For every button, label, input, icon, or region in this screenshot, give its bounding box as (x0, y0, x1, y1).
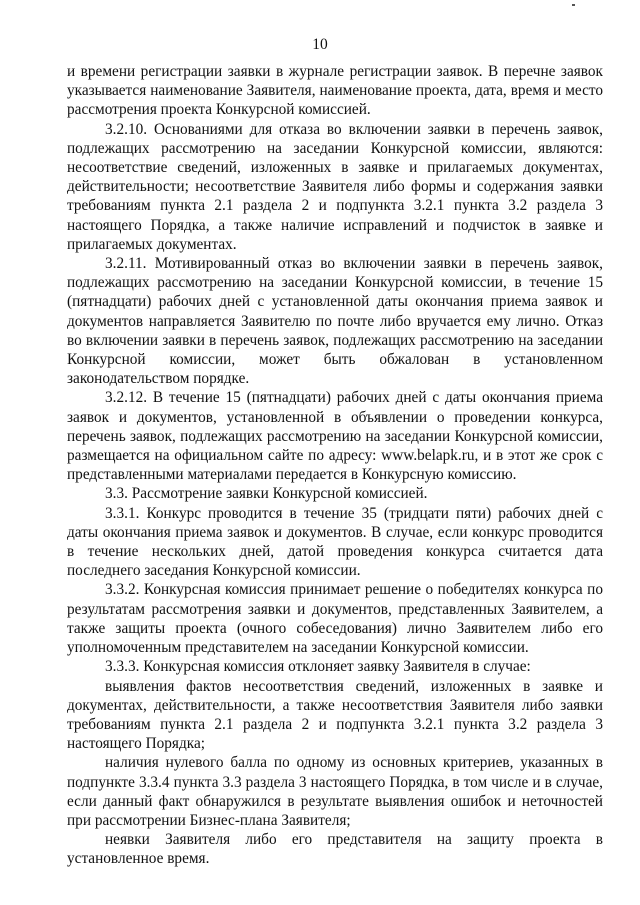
section-heading-3-3: 3.3. Рассмотрение заявки Конкурсной комиссией. (105, 485, 428, 503)
paragraph-3-2-11: 3.2.11. Мотивированный отказ во включении заявки в перечень заявок, подлежащих рассмотрению на заседании Конкурсной комиссии, в течение 15 (пятнадцати) рабочих дней с установленной даты окончания приема заявок и документов направляется Заявителю по почте либо вручается ему лично. Отказ во включении заявки в перечень заявок, подлежащих рассмотрению на заседании Конкурсной комиссии, может быть обжалован в установленном законодательством порядке. (67, 255, 603, 388)
paragraph-registration-continuation: и времени регистрации заявки в журнале регистрации заявок. В перечне заявок указывается наименование Заявителя, наименование проекта, дата, время и место рассмотрения проекта Конкурсной комиссией. (67, 63, 603, 119)
document-body (67, 62, 603, 869)
list-item-rejection-reason-2: наличия нулевого балла по одному из основных критериев, указанных в подпункте 3.3.4 пункта 3.3 раздела 3 настоящего Порядка, в том числе и в случае, если данный факт обнаружился в результате выявления ошибок и неточностей при рассмотрении Бизнес-плана Заявителя; (67, 754, 603, 829)
scan-mark (572, 4, 575, 6)
paragraph-3-3-3: 3.3.3. Конкурсная комиссия отклоняет заявку Заявителя в случае: (105, 658, 531, 676)
paragraph-3-2-12: 3.2.12. В течение 15 (пятнадцати) рабочих дней с даты окончания приема заявок и документов, установленной в объявлении о проведении конкурса, перечень заявок, подлежащих рассмотрению на заседании Конкурсной комиссии, размещается на официальном сайте по адресу: www.belapk.ru, и в этот же срок с представленными материалами передается в Конкурсную комиссию. (67, 389, 603, 484)
list-item-rejection-reason-3: неявки Заявителя либо его представителя на защиту проекта в установленное время. (67, 831, 603, 868)
paragraph-3-3-1: 3.3.1. Конкурс проводится в течение 35 (тридцати пяти) рабочих дней с даты окончания приема заявок и документов. В случае, если конкурс проводится в течение нескольких дней, датой проведения конкурса считается дата последнего заседания Конкурсной комиссии. (67, 504, 603, 580)
paragraph-3-2-10: 3.2.10. Основаниями для отказа во включении заявки в перечень заявок, подлежащих рассмотрению на заседании Конкурсной комиссии, являются: несоответствие сведений, изложенных в заявке и прилагаемых документах, действительности; несоответствие Заявителя либо формы и содержания заявки требованиям пункта 2.1 раздела 2 и подпункта 3.2.1 пункта 3.2 раздела 3 настоящего Порядка, а также наличие исправлений и подчисток в заявке и прилагаемых документах. (67, 120, 603, 253)
list-item-rejection-reason-1: выявления фактов несоответствия сведений, изложенных в заявке и документах, действительности, а также несоответствия Заявителя либо заявки требованиям пункта 2.1 раздела 2 и подпункта 3.2.1 пункта 3.2 раздела 3 настоящего Порядка; (67, 677, 603, 753)
paragraph-3-3-2: 3.3.2. Конкурсная комиссия принимает решение о победителях конкурса по результатам рассмотрения заявки и документов, представленных Заявителем, а также защиты проекта (очного собеседования) лично Заявителем либо его уполномоченным представителем на заседании Конкурсной комиссии. (67, 581, 603, 657)
page-number: 10 (312, 36, 328, 53)
